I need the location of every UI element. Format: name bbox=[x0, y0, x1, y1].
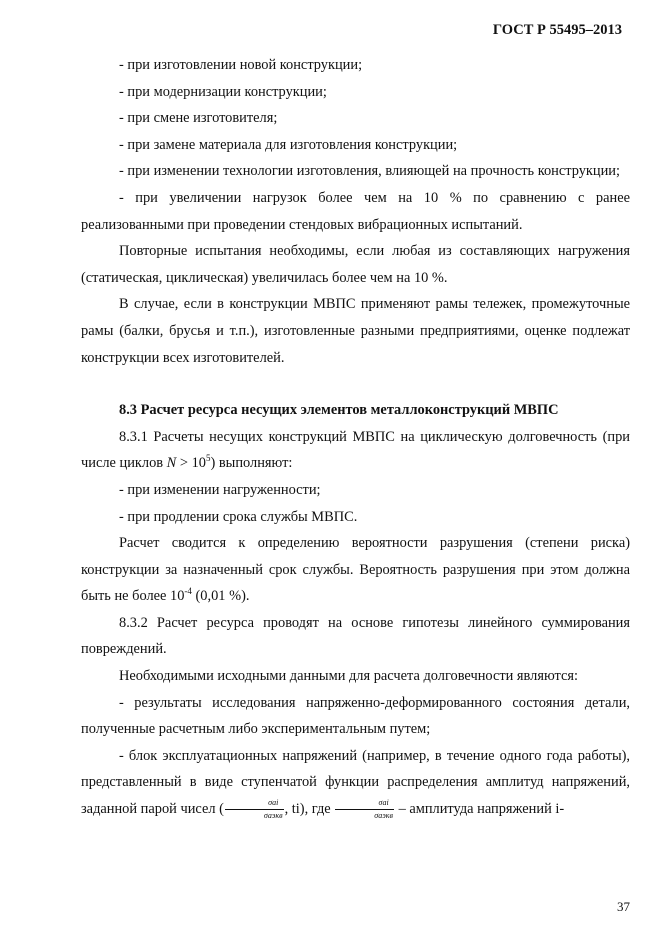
exponent: -4 bbox=[184, 586, 192, 597]
section-spacer bbox=[81, 371, 630, 397]
list-item-stress-block bbox=[81, 743, 630, 823]
stress-ratio-formula bbox=[335, 797, 394, 822]
page-number: 37 bbox=[617, 899, 630, 914]
text-run: ) выполняют: bbox=[210, 455, 293, 472]
page-body bbox=[81, 52, 630, 823]
fraction-numerator: σai bbox=[225, 797, 284, 810]
document-header: ГОСТ Р 55495–2013 bbox=[492, 22, 622, 38]
text-run: (0,01 %). bbox=[191, 588, 250, 605]
text-run: 8.3.1 Расчеты несущих конструкций МВПС на циклическую долговечность (при числе циклов bbox=[81, 428, 630, 472]
stress-ratio-formula bbox=[225, 797, 284, 822]
paragraph-inputs: Необходимыми исходными данными для расчета долговечности являются: bbox=[119, 668, 578, 685]
list-item: - при изготовлении новой конструкции; bbox=[119, 57, 363, 73]
list-item: - при продлении срока службы МВПС. bbox=[119, 508, 358, 525]
fraction-numerator: σai bbox=[335, 797, 394, 810]
paragraph-8-3-2: 8.3.2 Расчет ресурса проводят на основе гипотезы линейного суммирования повреждений. bbox=[81, 614, 630, 658]
list-item: - при замене материала для изготовления конструкции; bbox=[119, 136, 458, 153]
list-item: - при изменении технологии изготовления, влияющей на прочность конструкции; bbox=[119, 163, 621, 180]
list-item: - при смене изготовителя; bbox=[119, 110, 278, 127]
text-run: – амплитуда напряжений i- bbox=[394, 801, 565, 818]
text-run: Расчет сводится к определению вероятности разрушения (степени риска) конструкции за назначенный срок службы. Вероятность разрушения при этом должна быть не более 10 bbox=[81, 535, 630, 605]
text-run: - блок эксплуатационных напряжений (например, в течение одного года работы), представленный в виде ступенчатой функции распределения амплитуд напряжений, заданной парой чисел ( bbox=[81, 747, 630, 818]
fraction-denominator: σaэкв bbox=[263, 811, 283, 821]
paragraph-repeat-tests: Повторные испытания необходимы, если любая из составляющих нагружения (статическая, циклическая) увеличилась более чем на 10 %. bbox=[81, 243, 630, 286]
fraction-denominator: σaэкв bbox=[374, 811, 393, 821]
list-item: - результаты исследования напряженно-деформированного состояния детали, полученные расчетным либо экспериментальным путем; bbox=[81, 694, 630, 738]
paragraph-8-3-1 bbox=[81, 424, 630, 477]
list-item: - при увеличении нагрузок более чем на 10 % по сравнению с ранее реализованными при проведении стендовых вибрационных испытаний. bbox=[81, 189, 630, 233]
paragraph-frames: В случае, если в конструкции МВПС применяют рамы тележек, промежуточные рамы (балки, брусья и т.п.), изготовленные разными предприятиями, оценке подлежат конструкции всех изготовителей. bbox=[81, 296, 630, 366]
paragraph-calculation bbox=[81, 530, 630, 610]
list-item: - при модернизации конструкции; bbox=[119, 83, 327, 100]
section-title: 8.3 Расчет ресурса несущих элементов металлоконструкций МВПС bbox=[119, 402, 559, 419]
exponent: 5 bbox=[205, 453, 211, 464]
text-run: > 10 bbox=[176, 455, 206, 472]
text-run: , ti), где bbox=[284, 801, 335, 818]
list-item: - при изменении нагруженности; bbox=[119, 481, 321, 498]
variable-n: N bbox=[166, 455, 177, 472]
